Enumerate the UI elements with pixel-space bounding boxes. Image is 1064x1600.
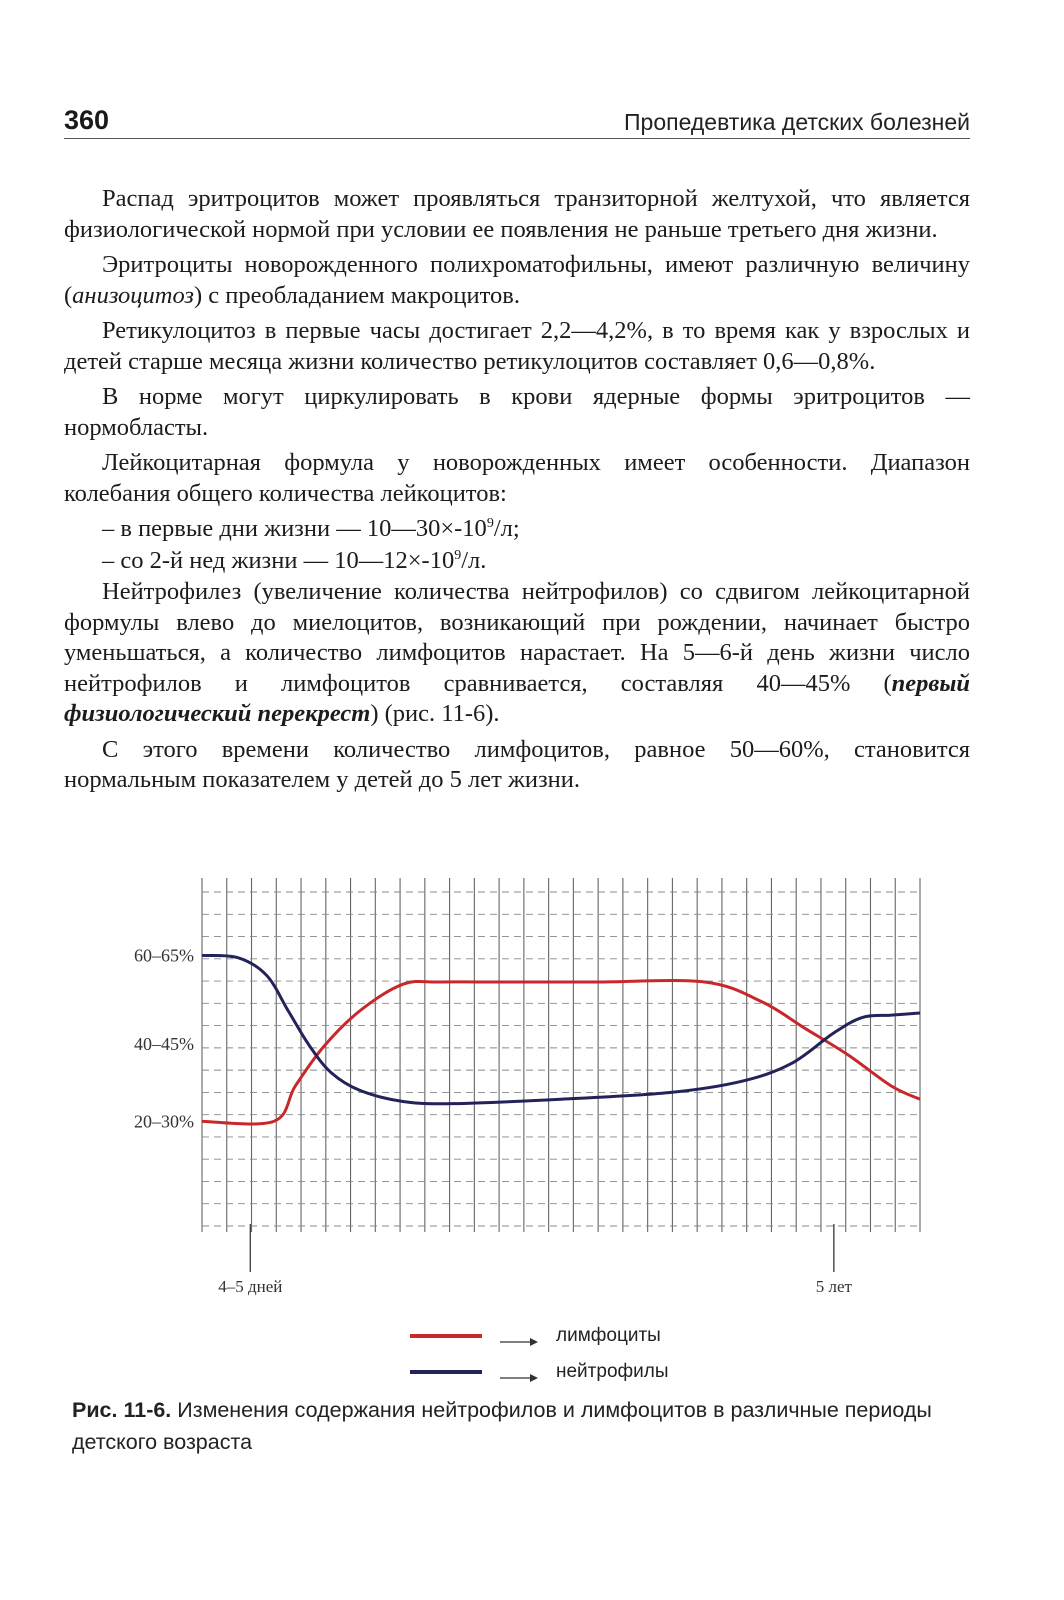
text-run: ) с преобладанием макроцитов. xyxy=(194,281,520,309)
text-run: С этого времени количество лимфоцитов, равное 50—60%, становится нормальным показателем у детей до 5 лет жизни. xyxy=(64,735,970,793)
figure-caption-text: Изменения содержания нейтрофилов и лимфоцитов в различные периоды детского возраста xyxy=(72,1398,932,1454)
page-number: 360 xyxy=(64,105,110,135)
text-run: Лейкоцитарная формула у новорожденных имеет особенности. Диапазон колебания общего количества лейкоцитов: xyxy=(64,449,970,507)
arrow-right-icon xyxy=(500,1331,538,1341)
y-tick-label: 20–30% xyxy=(134,1111,194,1132)
text-run: анизоцитоз xyxy=(72,281,194,309)
leukocyte-chart xyxy=(110,860,940,1300)
x-marker-label: 5 лет xyxy=(815,1277,852,1296)
figure-caption xyxy=(72,1394,972,1458)
legend-swatch xyxy=(410,1334,482,1338)
legend-item xyxy=(410,1318,750,1354)
y-tick-label: 40–45% xyxy=(134,1033,194,1054)
paragraph xyxy=(64,382,970,443)
lymphocytes-series-line xyxy=(202,981,920,1124)
text-run: /л. xyxy=(461,546,487,574)
text-run: В норме могут циркулировать в крови ядерные формы эритроцитов — нормобласты. xyxy=(64,383,970,441)
y-tick-label: 60–65% xyxy=(134,945,194,966)
paragraph xyxy=(64,316,970,377)
x-marker-label: 4–5 дней xyxy=(218,1277,283,1296)
paragraph xyxy=(64,448,970,509)
text-run: – со 2-й нед жизни — 10—12×-10 xyxy=(102,546,455,574)
list-item xyxy=(64,514,970,545)
legend-swatch xyxy=(410,1370,482,1374)
text-run: /л; xyxy=(493,515,520,542)
paragraph xyxy=(64,577,970,730)
arrow-right-icon xyxy=(500,1367,538,1377)
chart-legend xyxy=(410,1318,750,1388)
header-divider xyxy=(64,138,970,139)
legend-item xyxy=(410,1354,750,1390)
neutrophils-series-line xyxy=(202,955,920,1103)
text-run: 9 xyxy=(454,547,462,563)
paragraph xyxy=(64,250,970,311)
chart-svg xyxy=(110,860,940,1300)
text-run: Ретикулоцитоз в первые часы достигает 2,2—4,2%, в то время как у взрослых и детей старше месяца жизни количество ретикулоцитов составляет 0,6—0,8%. xyxy=(64,317,970,375)
text-run: Распад эритроцитов может проявляться транзиторной желтухой, что является физиологической нормой при условии ее появления не раньше третьего дня жизни. xyxy=(64,185,970,243)
paragraph xyxy=(64,184,970,245)
legend-label: лимфоциты xyxy=(556,1325,661,1346)
paragraph xyxy=(64,735,970,796)
text-run: первый физиологический перекрест xyxy=(64,669,970,727)
legend-label: нейтрофилы xyxy=(556,1361,669,1382)
figure-label: Рис. 11-6. xyxy=(72,1398,172,1422)
book-title: Пропедевтика детских болезней xyxy=(624,109,970,135)
page-header xyxy=(64,100,970,136)
list-item xyxy=(64,546,970,577)
text-run: – в первые дни жизни — 10—30×-10 xyxy=(102,515,487,542)
body-text xyxy=(64,184,970,801)
text-run: Нейтрофилез (увеличение количества нейтрофилов) со сдвигом лейкоцитарной формулы влево до миелоцитов, возникающий при рождении, начинает быстро уменьшаться, а количество лимфоцитов нарастает. На 5—6-й день жизни число нейтрофилов и лимфоцитов сравнивается, составляя 40—45% ( xyxy=(64,578,970,697)
text-run: ) (рис. 11-6). xyxy=(370,700,500,727)
text-run: Эритроциты новорожденного полихроматофильны, имеют различную величину ( xyxy=(64,251,970,309)
text-run: 9 xyxy=(486,515,494,531)
